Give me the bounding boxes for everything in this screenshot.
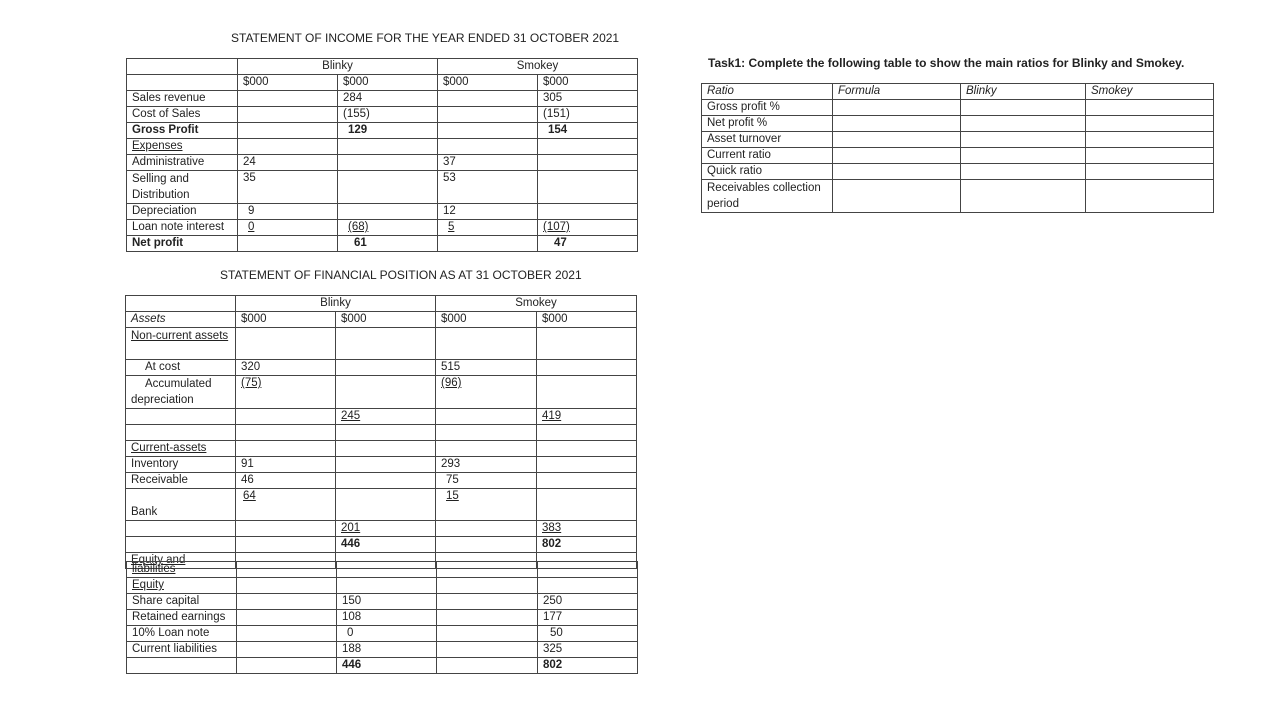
assets-label: Assets	[126, 312, 236, 328]
row-label: Bank	[126, 489, 236, 521]
table-row	[126, 376, 637, 409]
cell-value: 15	[436, 489, 537, 521]
unit-header: $000	[238, 75, 338, 91]
formula-cell[interactable]	[833, 180, 961, 213]
cell-value: 201	[336, 521, 436, 537]
cell-value: (68)	[338, 220, 438, 236]
row-label: Share capital	[127, 594, 237, 610]
blinky-cell[interactable]	[961, 180, 1086, 213]
cell-value: 64	[236, 489, 336, 521]
unit-header: $000	[338, 75, 438, 91]
table-row	[127, 610, 638, 626]
row-label: Receivable	[126, 473, 236, 489]
table-row	[126, 328, 637, 360]
row-label: Depreciation	[127, 204, 238, 220]
cell-value: 150	[337, 594, 437, 610]
table-row	[127, 658, 638, 674]
cell-value: 108	[337, 610, 437, 626]
ratio-row	[702, 100, 1214, 116]
smokey-cell[interactable]	[1086, 148, 1214, 164]
table-row	[127, 91, 638, 107]
formula-cell[interactable]	[833, 100, 961, 116]
cell-value: 154	[538, 123, 638, 139]
unit-header: $000	[236, 312, 336, 328]
blinky-cell[interactable]	[961, 164, 1086, 180]
table-row	[127, 642, 638, 658]
unit-header-row	[127, 75, 638, 91]
task-heading: Task1: Complete the following table to show the main ratios for Blinky and Smokey.	[708, 56, 1185, 70]
header-formula: Formula	[833, 84, 961, 100]
cell-value: 0	[238, 220, 338, 236]
entity-header-blinky: Blinky	[236, 296, 436, 312]
table-row	[126, 521, 637, 537]
row-label: Retained earnings	[127, 610, 237, 626]
ratio-label: Asset turnover	[702, 132, 833, 148]
row-label: Equity and	[126, 553, 236, 569]
table-row	[127, 220, 638, 236]
header-smokey: Smokey	[1086, 84, 1214, 100]
unit-header: $000	[336, 312, 436, 328]
cell-value: 37	[438, 155, 538, 171]
row-label: Gross Profit	[127, 123, 238, 139]
row-label: Selling and Distribution	[127, 171, 238, 204]
ratio-row	[702, 164, 1214, 180]
cell-value: 419	[537, 409, 637, 425]
cell-value: 325	[538, 642, 638, 658]
cell-value: 515	[436, 360, 537, 376]
row-label: Administrative	[127, 155, 238, 171]
cell-value: 320	[236, 360, 336, 376]
ratio-label: Gross profit %	[702, 100, 833, 116]
blinky-cell[interactable]	[961, 116, 1086, 132]
cell-value: 129	[338, 123, 438, 139]
entity-header-blinky: Blinky	[238, 59, 438, 75]
cell-value: 53	[438, 171, 538, 204]
table-row	[126, 409, 637, 425]
table-row	[126, 473, 637, 489]
cell-value: 50	[538, 626, 638, 642]
cell-value: 5	[438, 220, 538, 236]
financial-position-title: STATEMENT OF FINANCIAL POSITION AS AT 31 OCTOBER 2021	[220, 268, 582, 282]
income-statement-table	[126, 58, 638, 252]
ratio-header-row	[702, 84, 1214, 100]
row-label: Sales revenue	[127, 91, 238, 107]
income-statement-title: STATEMENT OF INCOME FOR THE YEAR ENDED 31 OCTOBER 2021	[231, 31, 620, 45]
formula-cell[interactable]	[833, 148, 961, 164]
header-ratio: Ratio	[702, 84, 833, 100]
table-row	[127, 594, 638, 610]
cell-value: 75	[436, 473, 537, 489]
table-row	[127, 139, 638, 155]
ratio-label: Net profit %	[702, 116, 833, 132]
entity-header-smokey: Smokey	[438, 59, 638, 75]
ratio-row	[702, 180, 1214, 213]
ratio-row	[702, 132, 1214, 148]
entity-header-row	[127, 59, 638, 75]
cell-value: (107)	[538, 220, 638, 236]
blinky-cell[interactable]	[961, 148, 1086, 164]
cell-value: 47	[538, 236, 638, 252]
cell-value: (75)	[236, 376, 336, 409]
cell-value: 12	[438, 204, 538, 220]
table-row	[127, 107, 638, 123]
cell-value: 293	[436, 457, 537, 473]
row-label: 10% Loan note	[127, 626, 237, 642]
row-label: Expenses	[127, 139, 238, 155]
table-row	[127, 123, 638, 139]
row-label: Inventory	[126, 457, 236, 473]
table-row	[126, 489, 637, 521]
blinky-cell[interactable]	[961, 100, 1086, 116]
equity-liabilities-table	[126, 561, 638, 674]
table-row	[127, 626, 638, 642]
table-row	[126, 457, 637, 473]
unit-header-row	[126, 312, 637, 328]
entity-header-smokey: Smokey	[436, 296, 637, 312]
entity-header-row	[126, 296, 637, 312]
cell-value: 802	[538, 658, 638, 674]
unit-header: $000	[438, 75, 538, 91]
smokey-cell[interactable]	[1086, 116, 1214, 132]
ratio-row	[702, 116, 1214, 132]
unit-header: $000	[538, 75, 638, 91]
cell-value: 250	[538, 594, 638, 610]
smokey-cell[interactable]	[1086, 164, 1214, 180]
ratio-label: Quick ratio	[702, 164, 833, 180]
row-label: liabilities	[127, 562, 237, 578]
cell-value: 0	[337, 626, 437, 642]
financial-position-table	[125, 295, 637, 569]
row-label: Current-assets	[126, 441, 236, 457]
ratio-label: Receivables collection period	[702, 180, 833, 213]
row-label: Cost of Sales	[127, 107, 238, 123]
table-row	[127, 236, 638, 252]
smokey-cell[interactable]	[1086, 180, 1214, 213]
cell-value: 446	[337, 658, 437, 674]
row-label: Current liabilities	[127, 642, 237, 658]
table-row	[126, 537, 637, 553]
ratio-row	[702, 148, 1214, 164]
cell-value: 802	[537, 537, 637, 553]
cell-value: 305	[538, 91, 638, 107]
table-row	[127, 578, 638, 594]
cell-value: 46	[236, 473, 336, 489]
cell-value: 383	[537, 521, 637, 537]
table-row	[127, 171, 638, 204]
table-row	[126, 360, 637, 376]
row-label: Net profit	[127, 236, 238, 252]
cell-value: (96)	[436, 376, 537, 409]
formula-cell[interactable]	[833, 164, 961, 180]
table-row	[126, 441, 637, 457]
cell-value: 284	[338, 91, 438, 107]
smokey-cell[interactable]	[1086, 100, 1214, 116]
row-label: Accumulated depreciation	[126, 376, 236, 409]
table-row	[127, 204, 638, 220]
formula-cell[interactable]	[833, 116, 961, 132]
table-row	[127, 155, 638, 171]
cell-value: 446	[336, 537, 436, 553]
smokey-cell[interactable]	[1086, 132, 1214, 148]
cell-value: 177	[538, 610, 638, 626]
cell-value: 188	[337, 642, 437, 658]
row-label: Loan note interest	[127, 220, 238, 236]
table-row	[126, 425, 637, 441]
unit-header: $000	[537, 312, 637, 328]
blinky-cell[interactable]	[961, 132, 1086, 148]
row-label: Non-current assets	[126, 328, 236, 360]
ratio-label: Current ratio	[702, 148, 833, 164]
cell-value: (155)	[338, 107, 438, 123]
cell-value: 9	[238, 204, 338, 220]
ratio-table	[701, 83, 1214, 213]
row-label: Equity	[127, 578, 237, 594]
row-label: At cost	[126, 360, 236, 376]
cell-value: 91	[236, 457, 336, 473]
cell-value: (151)	[538, 107, 638, 123]
formula-cell[interactable]	[833, 132, 961, 148]
cell-value: 245	[336, 409, 436, 425]
cell-value: 24	[238, 155, 338, 171]
unit-header: $000	[436, 312, 537, 328]
cell-value: 35	[238, 171, 338, 204]
cell-value: 61	[338, 236, 438, 252]
header-blinky: Blinky	[961, 84, 1086, 100]
table-row	[127, 562, 638, 578]
